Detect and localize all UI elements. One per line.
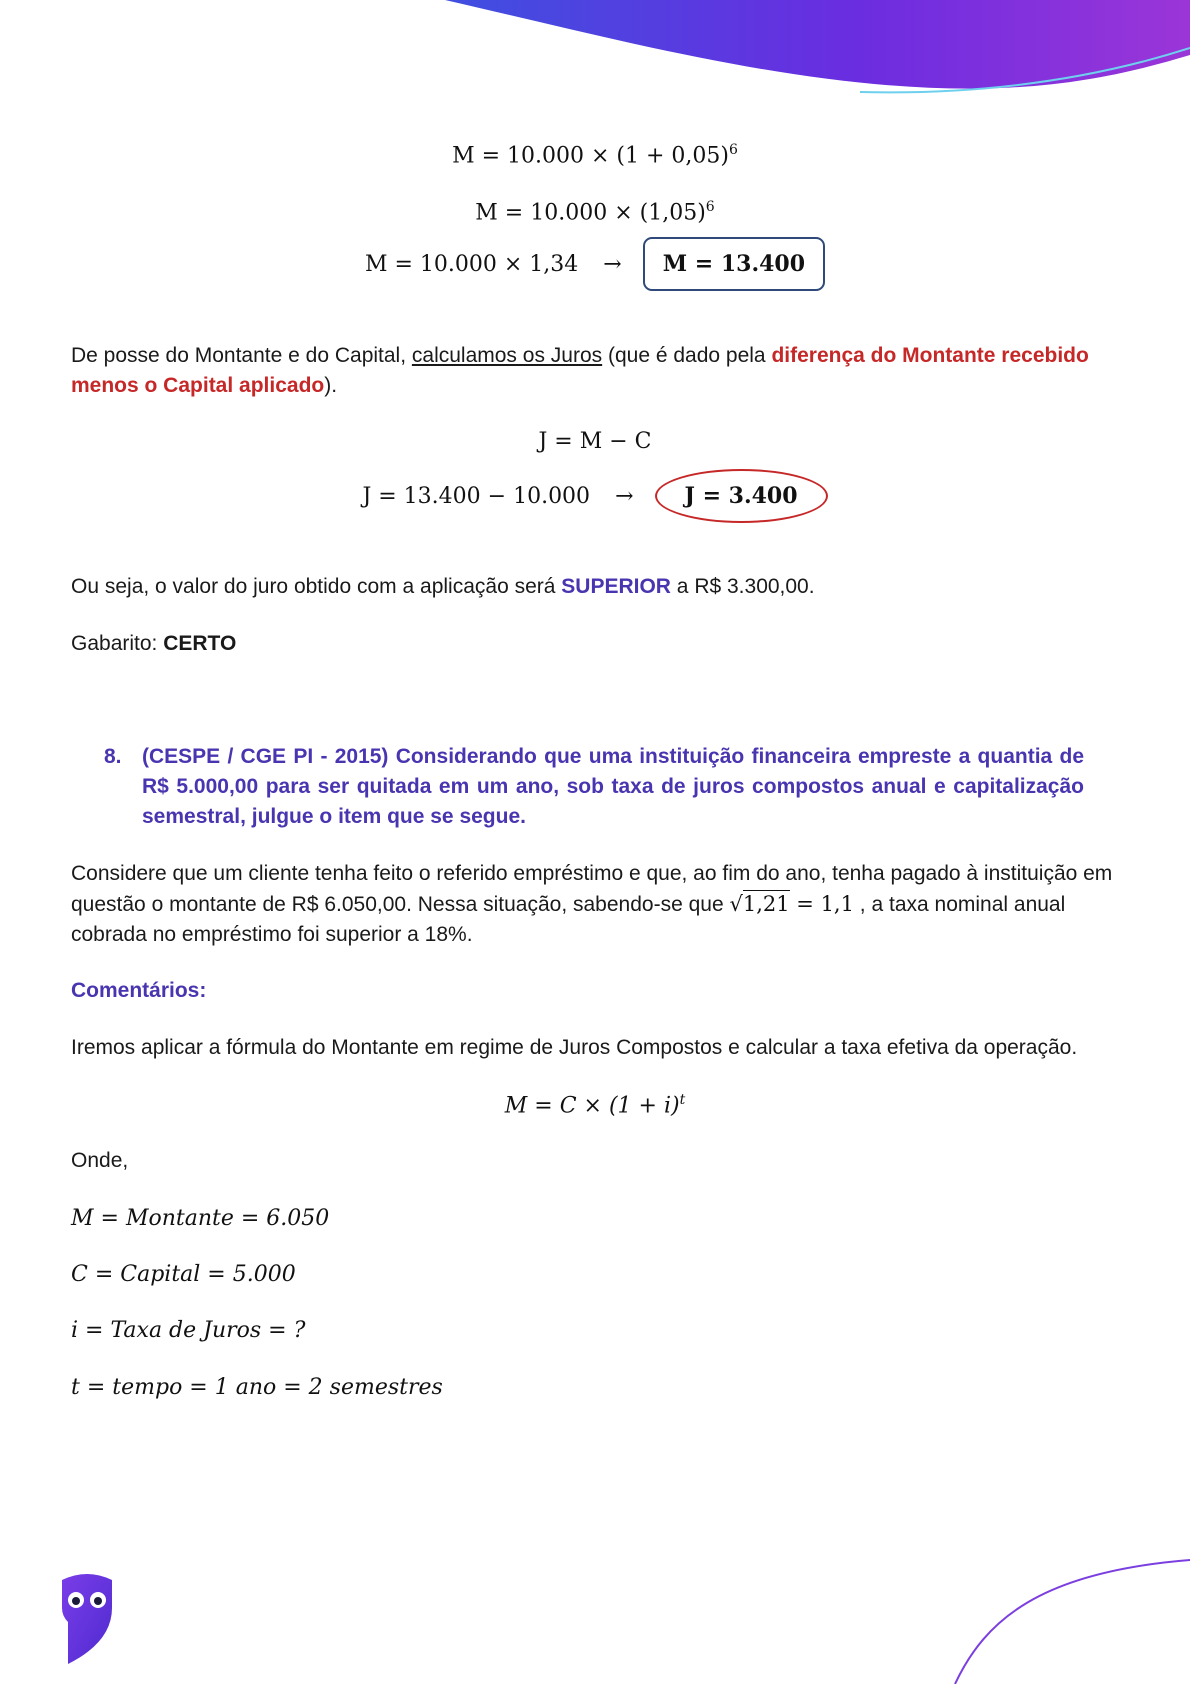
arrow-icon: →: [615, 484, 634, 509]
calc1-line3: M = 10.000 × 1,34 → M = 13.400: [0, 237, 1190, 291]
calc2-line2: J = 13.400 − 10.000 → J = 3.400: [0, 469, 1190, 523]
calc2-line1: J = M − C: [538, 429, 652, 454]
paragraph-formula-intro: Iremos aplicar a fórmula do Montante em regime de Juros Compostos e calcular a taxa efetiva da operação.: [71, 1036, 1078, 1059]
formula-montante: $M = C \times (1 + i)^t$: [504, 1092, 686, 1119]
var-taxa: i = Taxa de Juros = ?: [71, 1318, 306, 1343]
paragraph-conclusion: Ou seja, o valor do juro obtido com a aplicação será SUPERIOR a R$ 3.300,00.: [71, 575, 815, 598]
calc1-line1: $M = 10.000 \times (1 + 0,05)^6$: [452, 142, 738, 169]
result-box-montante: M = 13.400: [643, 237, 825, 291]
result-circle-juros: J = 3.400: [655, 469, 828, 523]
var-tempo: t = tempo = 1 ano = 2 semestres: [71, 1375, 443, 1400]
arrow-icon: →: [603, 252, 622, 277]
comments-title: Comentários:: [71, 979, 207, 1002]
var-montante: M = Montante = 6.050: [71, 1206, 330, 1231]
question-statement: Considere que um cliente tenha feito o referido empréstimo e que, ao fim do ano, tenha pagado à instituição em questão o montante de R$ 6.050,00. Nessa situação, sabendo-se que √1,21 = 1,1 , a taxa nominal anual cobrada no empréstimo foi superior a 18%.: [71, 862, 1113, 946]
gabarito: Gabarito: CERTO: [71, 632, 237, 655]
calc1-line2: $M = 10.000 \times (1,05)^6$: [475, 199, 715, 226]
paragraph-juros: De posse do Montante e do Capital, calculamos os Juros (que é dado pela diferença do Montante recebido menos o Capital aplicado).: [71, 344, 1089, 397]
onde-label: Onde,: [71, 1149, 129, 1172]
question-number: 8.: [104, 745, 122, 768]
question-text: (CESPE / CGE PI - 2015) Considerando que uma instituição financeira empreste a quantia de R$ 5.000,00 para ser quitada em um ano, sob taxa de juros compostos anual e capitalização semestral, julgue o item que se segue.: [142, 745, 1084, 828]
footer-arc-decoration: [955, 1560, 1190, 1684]
var-capital: C = Capital = 5.000: [71, 1262, 296, 1287]
owl-logo-icon: [58, 1572, 116, 1664]
question-8: [104, 742, 1084, 832]
